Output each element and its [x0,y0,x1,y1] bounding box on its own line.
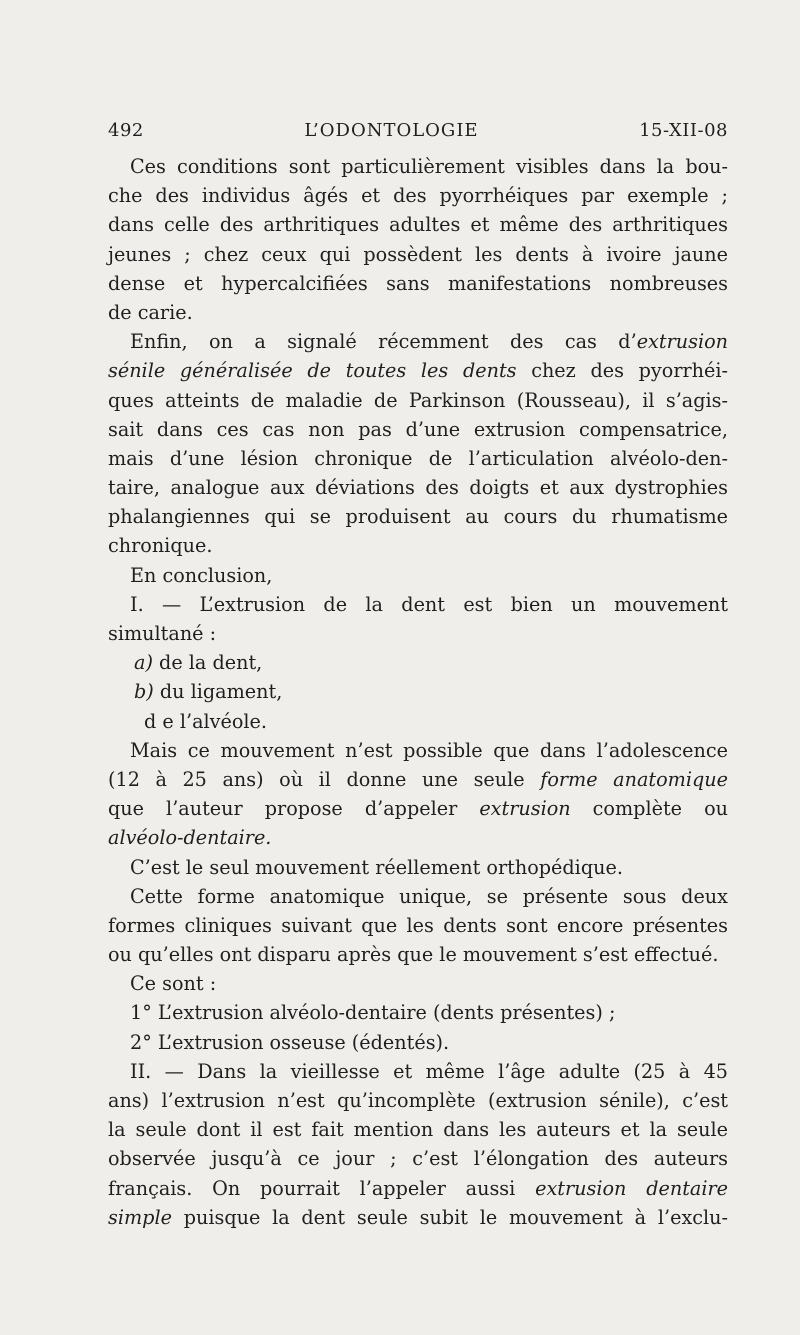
text-line [108,707,728,736]
text-line [108,444,728,473]
text-segment: ans) l’extrusion n’est qu’incomplète (extrusion sénile), c’est [108,1089,728,1112]
text-line [108,648,728,677]
italic-text: sénile généralisée de toutes les dents [108,359,517,383]
text-segment: chronique. [108,534,213,558]
text-segment: dense et hypercalcifiées sans manifestations nombreuses [108,271,728,295]
text-segment: simultané : [108,622,217,645]
text-line [108,240,728,269]
text-line [108,969,728,998]
page-number: 492 [108,120,144,141]
text-line [108,561,728,590]
text-line [108,473,728,502]
text-line [108,298,728,327]
text-segment: II. — Dans la vieillesse et même l’âge adulte (25 à 45 [130,1059,728,1083]
text-line [108,590,728,619]
italic-text: extrusion [636,330,728,354]
italic-text: alvéolo-dentaire. [108,826,272,850]
running-header [108,120,728,141]
text-segment: la seule dont il est fait mention dans les auteurs et la seule [108,1118,728,1142]
text-segment: 2° L’extrusion osseuse (édentés). [130,1030,450,1054]
text-segment: de carie. [108,300,193,324]
text-line [108,1028,728,1057]
text-segment: C’est le seul mouvement réellement orthopédique. [130,855,623,879]
text-line [108,1115,728,1144]
text-segment: che des individus âgés et des pyorrhéiques par exemple ; [108,184,728,208]
text-segment: dans celle des arthritiques adultes et même des arthritiques [108,213,728,237]
italic-text: a) [134,651,153,675]
text-segment: taire, analogue aux déviations des doigts et aux dystrophies [108,476,728,500]
text-line [108,386,728,415]
text-segment: de la dent, [152,651,263,675]
text-line [108,269,728,298]
text-segment: 1° L’extrusion alvéolo-dentaire (dents présentes) ; [130,1001,616,1025]
text-segment: jeunes ; chez ceux qui possèdent les dents à ivoire jaune [108,242,728,266]
text-segment: français. On pourrait l’appeler aussi [108,1176,536,1200]
text-segment: complète ou [570,797,728,821]
text-line [108,152,728,181]
text-line [108,940,728,969]
text-line [108,765,728,794]
italic-text: extrusion [479,797,571,821]
text-line [108,619,728,648]
text-line [108,911,728,940]
text-line [108,736,728,765]
text-segment: En conclusion, [130,563,273,587]
italic-text: extrusion dentaire [535,1176,729,1200]
text-line [108,1144,728,1173]
text-segment: Cette forme anatomique unique, se présente sous deux [130,884,728,908]
text-segment: Ce sont : [130,972,217,996]
text-segment: Enfin, on a signalé récemment des cas d’ [130,330,637,354]
text-segment: puisque la dent seule subit le mouvement à l’exclu- [171,1205,728,1229]
body-text [108,152,728,1232]
journal-title: L’ODONTOLOGIE [304,120,479,141]
text-segment: phalangiennes qui se produisent au cours du rhumatisme [108,505,728,529]
issue-date: 15-XII-08 [639,120,728,141]
text-line [108,415,728,444]
text-line [108,502,728,531]
text-segment: formes cliniques suivant que les dents sont encore présentes [108,913,728,937]
text-segment: Ces conditions sont particulièrement visibles dans la bou- [130,155,728,178]
italic-text: b) [134,680,154,704]
text-segment: chez des pyorrhéi- [516,359,728,383]
text-segment: sait dans ces cas non pas d’une extrusion compensatrice, [108,417,728,441]
text-line [108,998,728,1027]
text-line [108,882,728,911]
text-line [108,1086,728,1115]
text-line [108,1057,728,1086]
text-segment: observée jusqu’à ce jour ; c’est l’élongation des auteurs [108,1147,728,1171]
text-line [108,677,728,706]
text-segment: ou qu’elles ont disparu après que le mouvement s’est effectué. [108,943,719,967]
text-line [108,181,728,210]
text-segment: (12 à 25 ans) où il donne une seule [108,767,541,791]
italic-text: simple [108,1205,172,1229]
text-line [108,823,728,852]
italic-text: forme anatomique [540,767,728,791]
text-segment: mais d’une lésion chronique de l’articulation alvéolo-den- [108,446,728,470]
text-segment: d e l’alvéole. [144,709,267,733]
text-segment: I. — L’extrusion de la dent est bien un mouvement [130,592,728,616]
text-line [108,1203,728,1232]
text-line [108,327,728,356]
text-segment: du ligament, [153,680,283,704]
text-segment: ques atteints de maladie de Parkinson (Rousseau), il s’agis- [108,388,728,412]
text-line [108,356,728,385]
text-line [108,1174,728,1203]
text-segment: que l’auteur propose d’appeler [108,797,480,821]
text-line [108,531,728,560]
text-line [108,853,728,882]
text-segment: Mais ce mouvement n’est possible que dans l’adolescence [130,738,728,762]
text-line [108,210,728,239]
text-line [108,794,728,823]
